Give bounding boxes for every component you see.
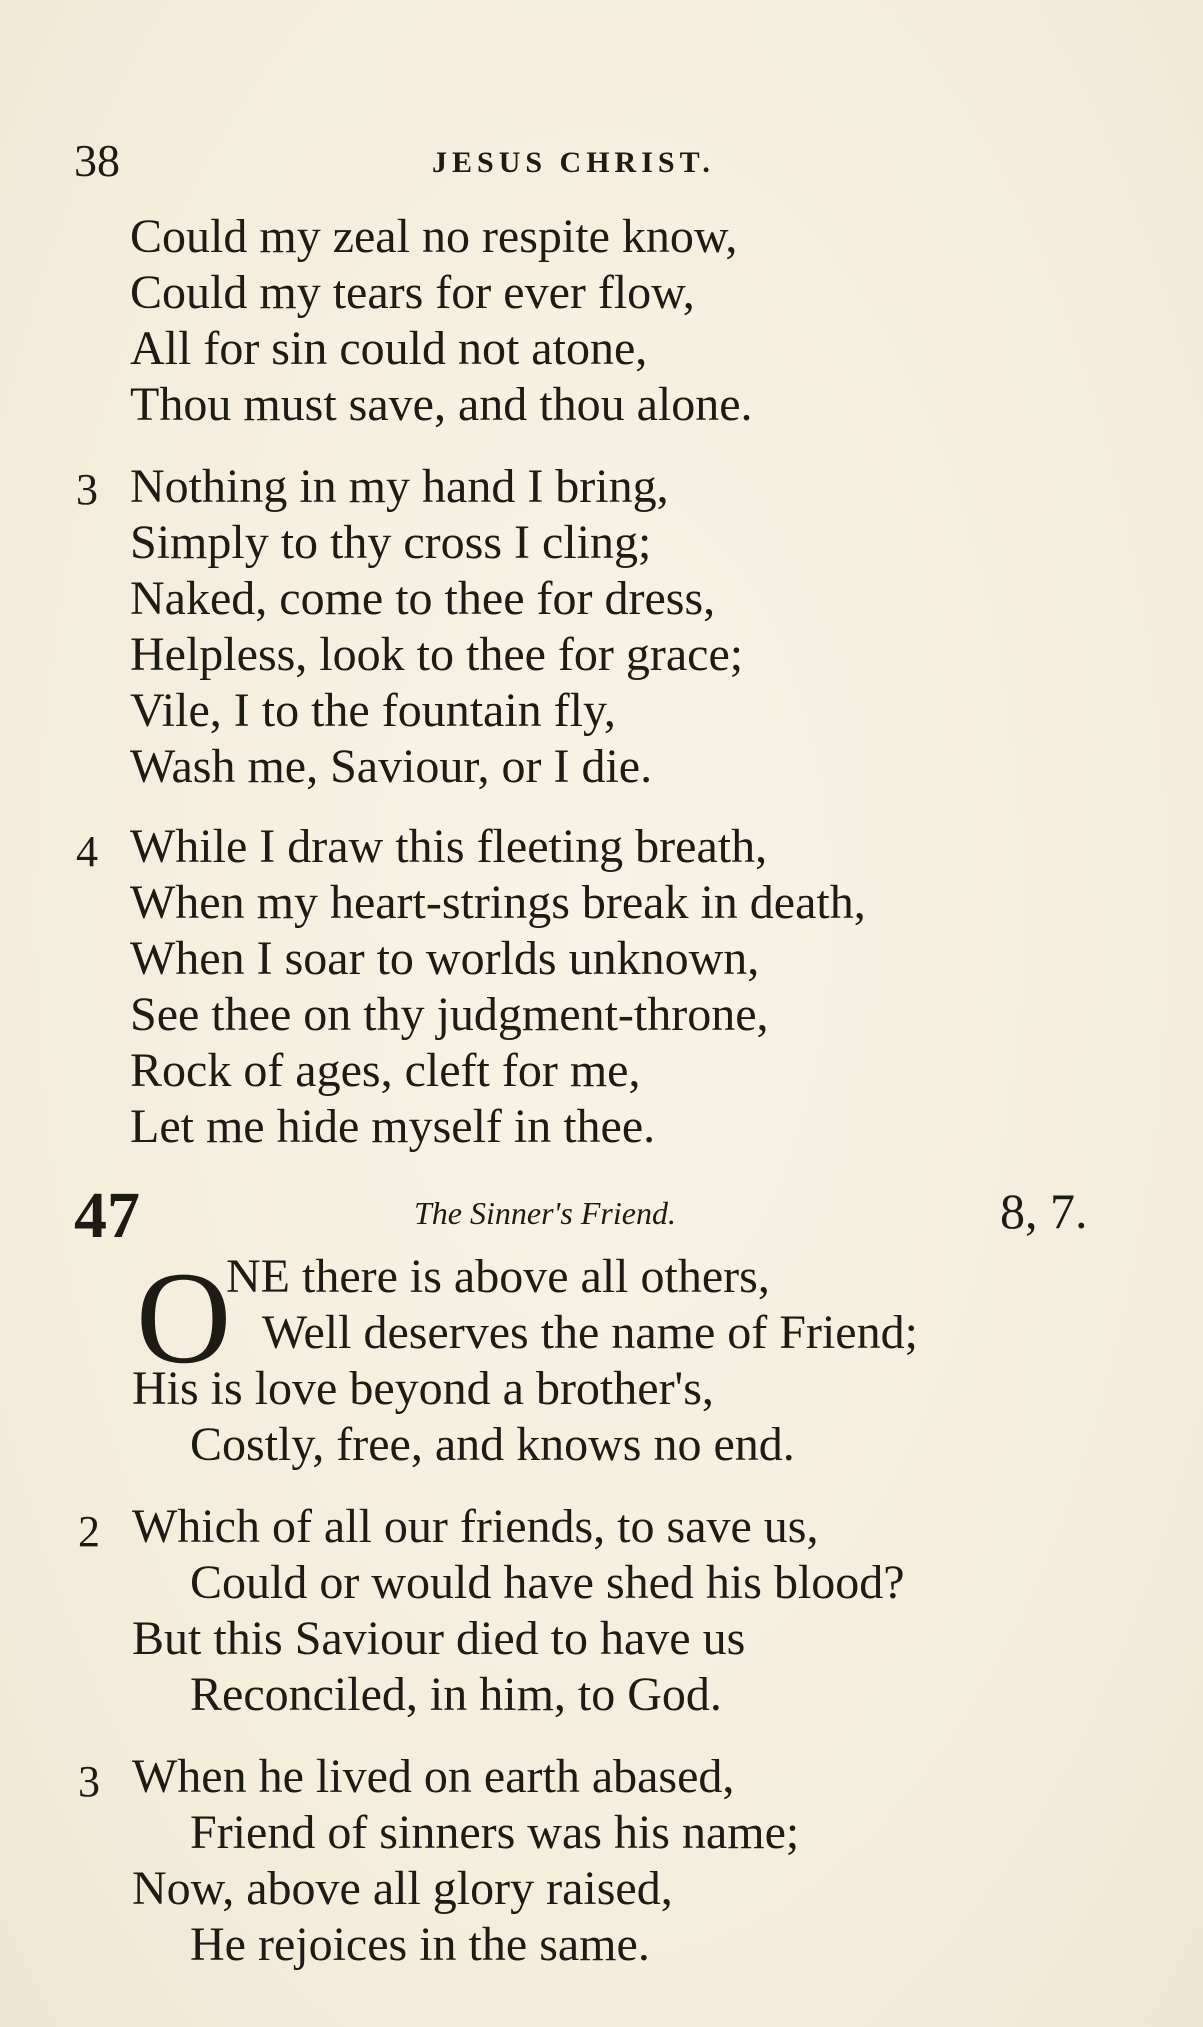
page-number: 38	[74, 135, 120, 186]
verse-line: Simply to thy cross I cling;	[130, 516, 652, 569]
running-head: JESUS CHRIST.	[432, 146, 715, 179]
verse-line: Could or would have shed his blood?	[190, 1556, 905, 1609]
verse-line: All for sin could not atone,	[130, 322, 648, 375]
verse-line: Friend of sinners was his name;	[190, 1806, 800, 1859]
verse-line: While I draw this fleeting breath,	[130, 820, 768, 873]
verse-line: Costly, free, and knows no end.	[190, 1418, 795, 1471]
verse-line: Could my tears for ever flow,	[130, 266, 695, 319]
verse-line: Wash me, Saviour, or I die.	[130, 740, 653, 793]
verse-line: When he lived on earth abased,	[132, 1750, 735, 1803]
hymn-title: The Sinner's Friend.	[414, 1195, 676, 1231]
stanza-number: 3	[76, 465, 98, 514]
verse-line: See thee on thy judgment-throne,	[130, 988, 769, 1041]
stanza-number: 2	[78, 1507, 100, 1556]
hymn-number: 47	[74, 1179, 140, 1252]
verse-line: He rejoices in the same.	[190, 1918, 650, 1971]
verse-line: Well deserves the name of Friend;	[262, 1306, 918, 1359]
verse-line: Rock of ages, cleft for me,	[130, 1044, 641, 1097]
hymn-meter: 8, 7.	[1000, 1183, 1088, 1239]
verse-line: Reconciled, in him, to God.	[190, 1668, 722, 1721]
verse-line: His is love beyond a brother's,	[132, 1362, 714, 1415]
verse-line: Let me hide myself in thee.	[130, 1100, 656, 1153]
verse-line: Now, above all glory raised,	[132, 1862, 673, 1915]
stanza-number: 4	[76, 827, 98, 876]
verse-line: NE there is above all others,	[226, 1250, 770, 1303]
verse-line: Helpless, look to thee for grace;	[130, 628, 744, 681]
verse-line: But this Saviour died to have us	[132, 1612, 746, 1665]
verse-line: Naked, come to thee for dress,	[130, 572, 716, 625]
drop-cap: O	[136, 1244, 232, 1391]
verse-line: Could my zeal no respite know,	[130, 210, 738, 263]
verse-line: When my heart-strings break in death,	[130, 876, 866, 929]
verse-line: Nothing in my hand I bring,	[130, 460, 669, 513]
verse-line: When I soar to worlds unknown,	[130, 932, 760, 985]
verse-line: Thou must save, and thou alone.	[130, 378, 753, 431]
stanza-number: 3	[78, 1757, 100, 1806]
verse-line: Which of all our friends, to save us,	[132, 1500, 819, 1553]
verse-line: Vile, I to the fountain fly,	[130, 684, 616, 737]
